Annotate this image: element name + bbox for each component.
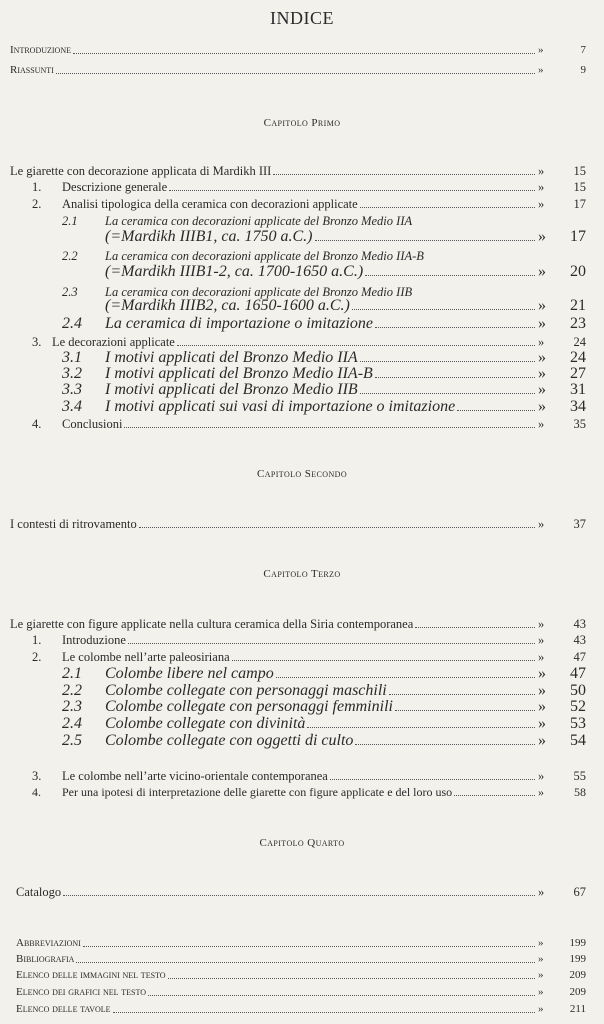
entry-number: 2.2 bbox=[62, 249, 78, 263]
leader-dots bbox=[168, 978, 535, 979]
raquo-mark: » bbox=[538, 715, 546, 732]
entry-number: 4. bbox=[32, 785, 41, 799]
raquo-mark: » bbox=[538, 953, 544, 965]
leader-dots bbox=[128, 643, 535, 644]
toc-entry[interactable] bbox=[105, 298, 586, 314]
toc-chapter-main[interactable] bbox=[16, 884, 586, 900]
entry-text: Riassunti bbox=[10, 64, 54, 76]
chapter-heading: Capitolo Quarto bbox=[259, 837, 345, 849]
page-number: 27 bbox=[570, 365, 586, 382]
leader-dots bbox=[56, 73, 535, 74]
toc-entry[interactable] bbox=[62, 366, 586, 382]
toc-entry[interactable] bbox=[62, 699, 586, 715]
chapter-heading: Capitolo Secondo bbox=[256, 468, 347, 480]
toc-entry[interactable] bbox=[105, 229, 586, 245]
entry-number: 2.4 bbox=[62, 315, 82, 332]
entry-text: (=Mardikh IIIB2, ca. 1650-1600 a.C.) bbox=[105, 298, 350, 314]
toc-entry[interactable] bbox=[32, 768, 586, 784]
entry-number: 2.1 bbox=[62, 665, 82, 682]
raquo-mark: » bbox=[538, 398, 546, 415]
toc-entry[interactable] bbox=[32, 632, 586, 648]
toc-entry-elenco-tavole[interactable] bbox=[16, 1001, 586, 1017]
raquo-mark: » bbox=[538, 885, 545, 899]
leader-dots bbox=[360, 207, 535, 208]
entry-text: Bibliografia bbox=[16, 953, 75, 965]
raquo-mark: » bbox=[538, 682, 546, 699]
leader-dots bbox=[375, 327, 535, 328]
entry-text: Elenco delle tavole bbox=[16, 1003, 111, 1015]
entry-number: 3.4 bbox=[62, 398, 82, 415]
page-number: 17 bbox=[573, 197, 586, 211]
toc-entry[interactable] bbox=[32, 334, 586, 350]
leader-dots bbox=[375, 377, 535, 378]
page-number: 199 bbox=[569, 953, 586, 965]
leader-dots bbox=[454, 795, 535, 796]
toc-entry[interactable] bbox=[62, 733, 586, 749]
toc-entry[interactable] bbox=[62, 683, 586, 699]
page-number: 209 bbox=[569, 969, 586, 981]
leader-dots bbox=[395, 710, 535, 711]
leader-dots bbox=[457, 410, 535, 411]
leader-dots bbox=[315, 240, 536, 241]
raquo-mark: » bbox=[538, 650, 545, 664]
entry-number: 1. bbox=[32, 180, 42, 194]
raquo-mark: » bbox=[538, 381, 546, 398]
page-number: 17 bbox=[570, 228, 586, 245]
leader-dots bbox=[63, 895, 535, 896]
leader-dots bbox=[365, 275, 535, 276]
raquo-mark: » bbox=[538, 769, 545, 783]
toc-chapter-main[interactable] bbox=[10, 163, 586, 179]
entry-text: Elenco delle immagini nel testo bbox=[16, 969, 166, 981]
leader-dots bbox=[139, 527, 535, 528]
toc-chapter-main[interactable] bbox=[10, 616, 586, 632]
entry-text: (=Mardikh IIIB1-2, ca. 1700-1650 a.C.) bbox=[105, 264, 364, 280]
leader-dots bbox=[169, 190, 535, 191]
entry-text: I motivi applicati del Bronzo Medio IIA bbox=[105, 350, 358, 366]
entry-text: Abbreviazioni bbox=[16, 937, 81, 949]
page-number: 24 bbox=[570, 349, 586, 366]
leader-dots bbox=[389, 694, 535, 695]
raquo-mark: » bbox=[538, 44, 544, 56]
page-number: 58 bbox=[574, 785, 586, 799]
raquo-mark: » bbox=[538, 349, 546, 366]
page-number: 24 bbox=[573, 335, 586, 349]
raquo-mark: » bbox=[538, 633, 545, 647]
raquo-mark: » bbox=[538, 197, 545, 211]
toc-entry[interactable] bbox=[32, 179, 586, 195]
entry-text: Catalogo bbox=[16, 885, 62, 899]
leader-dots bbox=[273, 174, 535, 175]
leader-dots bbox=[148, 995, 535, 996]
page-number: 47 bbox=[573, 650, 586, 664]
page-number: 15 bbox=[573, 180, 586, 194]
leader-dots bbox=[83, 946, 535, 947]
toc-entry[interactable] bbox=[105, 264, 586, 280]
toc-entry-riassunti[interactable] bbox=[10, 62, 586, 78]
toc-entry[interactable] bbox=[62, 666, 586, 682]
entry-number: 2.3 bbox=[62, 698, 82, 715]
leader-dots bbox=[360, 393, 535, 394]
leader-dots bbox=[73, 53, 535, 54]
entry-number: 2.4 bbox=[62, 715, 82, 732]
entry-number: 3.2 bbox=[62, 365, 82, 382]
raquo-mark: » bbox=[538, 263, 546, 280]
toc-entry[interactable] bbox=[32, 649, 586, 665]
leader-dots bbox=[415, 627, 535, 628]
page-number: 21 bbox=[570, 297, 586, 314]
toc-entry-elenco-grafici[interactable] bbox=[16, 984, 586, 1000]
toc-entry-abbreviazioni[interactable] bbox=[16, 935, 586, 951]
entry-number: 3.1 bbox=[62, 349, 82, 366]
page-number: 7 bbox=[580, 44, 586, 56]
toc-entry[interactable] bbox=[62, 382, 586, 398]
entry-text: La ceramica con decorazioni applicate del Bronzo Medio IIB bbox=[105, 285, 413, 299]
entry-text: Le giarette con figure applicate nella cultura ceramica della Siria contemporanea bbox=[10, 617, 414, 631]
raquo-mark: » bbox=[538, 665, 546, 682]
raquo-mark: » bbox=[538, 297, 546, 314]
page-title: INDICE bbox=[270, 8, 334, 28]
entry-text: Colombe collegate con personaggi maschili bbox=[105, 683, 387, 699]
entry-number: 2. bbox=[32, 197, 42, 211]
toc-entry-bibliografia[interactable] bbox=[16, 951, 586, 967]
raquo-mark: » bbox=[538, 969, 544, 981]
raquo-mark: » bbox=[538, 732, 546, 749]
entry-text: Elenco dei grafici nel testo bbox=[16, 986, 147, 998]
entry-text: Per una ipotesi di interpretazione delle giarette con figure applicate e del loro uso bbox=[62, 785, 453, 799]
toc-entry-elenco-immagini[interactable] bbox=[16, 967, 586, 983]
entry-text: (=Mardikh IIIB1, ca. 1750 a.C.) bbox=[105, 229, 313, 245]
page-number: 15 bbox=[573, 164, 586, 178]
leader-dots bbox=[352, 309, 535, 310]
entry-text: Introduzione bbox=[62, 633, 126, 647]
entry-text: Colombe libere nel campo bbox=[105, 666, 274, 682]
toc-entry[interactable] bbox=[32, 416, 586, 432]
entry-text: Colombe collegate con divinità bbox=[105, 716, 306, 732]
raquo-mark: » bbox=[538, 517, 545, 531]
page-number: 37 bbox=[573, 517, 586, 531]
page-number: 55 bbox=[573, 769, 586, 783]
entry-text: Le colombe nell’arte vicino-orientale contemporanea bbox=[62, 769, 328, 783]
entry-text: Colombe collegate con personaggi femminili bbox=[105, 699, 393, 715]
entry-number: 4. bbox=[32, 417, 42, 431]
entry-text: La ceramica di importazione o imitazione bbox=[105, 316, 373, 332]
page-number: 23 bbox=[570, 315, 586, 332]
leader-dots bbox=[355, 744, 535, 745]
raquo-mark: » bbox=[538, 315, 546, 332]
raquo-mark: » bbox=[538, 617, 545, 631]
entry-text: Conclusioni bbox=[62, 417, 123, 431]
page-number: 47 bbox=[570, 665, 586, 682]
page-number: 20 bbox=[570, 263, 586, 280]
raquo-mark: » bbox=[538, 986, 544, 998]
toc-entry[interactable] bbox=[62, 716, 586, 732]
raquo-mark: » bbox=[538, 228, 546, 245]
page-number: 52 bbox=[570, 698, 586, 715]
raquo-mark: » bbox=[538, 937, 544, 949]
entry-text: La ceramica con decorazioni applicate del Bronzo Medio IIA-B bbox=[105, 249, 424, 263]
chapter-heading: Capitolo Terzo bbox=[263, 568, 341, 580]
page-number: 67 bbox=[573, 885, 586, 899]
entry-text: La ceramica con decorazioni applicate del Bronzo Medio IIA bbox=[105, 214, 413, 228]
raquo-mark: » bbox=[538, 785, 544, 799]
leader-dots bbox=[76, 962, 535, 963]
raquo-mark: » bbox=[538, 1003, 544, 1015]
entry-text: I motivi applicati del Bronzo Medio IIB bbox=[105, 382, 358, 398]
raquo-mark: » bbox=[538, 365, 546, 382]
toc-entry[interactable] bbox=[32, 196, 586, 212]
page-number: 9 bbox=[580, 64, 586, 76]
entry-text: I motivi applicati sui vasi di importazione o imitazione bbox=[105, 399, 456, 415]
entry-text: I motivi applicati del Bronzo Medio IIA-B bbox=[105, 366, 373, 382]
entry-number: 2.5 bbox=[62, 732, 82, 749]
leader-dots bbox=[232, 660, 535, 661]
entry-number: 2.3 bbox=[62, 285, 78, 299]
entry-number: 2.1 bbox=[62, 214, 78, 228]
raquo-mark: » bbox=[538, 335, 545, 349]
page-number: 53 bbox=[570, 715, 586, 732]
entry-text: I contesti di ritrovamento bbox=[10, 517, 137, 531]
leader-dots bbox=[330, 779, 535, 780]
entry-number: 3. bbox=[32, 769, 42, 783]
entry-number: 2. bbox=[32, 650, 42, 664]
toc-entry[interactable] bbox=[62, 316, 586, 332]
entry-number: 2.2 bbox=[62, 682, 82, 699]
entry-text: Colombe collegate con oggetti di culto bbox=[105, 733, 354, 749]
raquo-mark: » bbox=[538, 180, 545, 194]
page-number: 199 bbox=[569, 937, 586, 949]
entry-number: 3.3 bbox=[62, 381, 82, 398]
entry-text: Le decorazioni applicate bbox=[52, 335, 175, 349]
page-number: 50 bbox=[570, 682, 586, 699]
entry-text: Analisi tipologica della ceramica con decorazioni applicate bbox=[62, 197, 358, 211]
page-number: 31 bbox=[570, 381, 586, 398]
entry-number: 1. bbox=[32, 633, 42, 647]
raquo-mark: » bbox=[538, 698, 546, 715]
page-number: 34 bbox=[570, 398, 586, 415]
toc-entry[interactable] bbox=[62, 399, 586, 415]
toc-entry[interactable] bbox=[62, 350, 586, 366]
chapter-heading: Capitolo Primo bbox=[263, 117, 341, 129]
entry-text: Introduzione bbox=[10, 44, 71, 56]
leader-dots bbox=[307, 727, 535, 728]
page-number: 211 bbox=[569, 1003, 586, 1015]
raquo-mark: » bbox=[538, 417, 545, 431]
leader-dots bbox=[177, 345, 535, 346]
entry-text: Le giarette con decorazione applicata di Mardikh III bbox=[10, 164, 272, 178]
page-number: 209 bbox=[569, 986, 586, 998]
leader-dots bbox=[124, 427, 535, 428]
leader-dots bbox=[113, 1012, 535, 1013]
leader-dots bbox=[276, 677, 535, 678]
toc-entry[interactable] bbox=[32, 784, 586, 800]
page-number: 43 bbox=[573, 617, 586, 631]
entry-text: Le colombe nell’arte paleosiriana bbox=[62, 650, 230, 664]
page-number: 54 bbox=[570, 732, 586, 749]
toc-entry-introduzione[interactable] bbox=[10, 42, 586, 58]
leader-dots bbox=[360, 361, 535, 362]
entry-text: Descrizione generale bbox=[62, 180, 168, 194]
raquo-mark: » bbox=[538, 164, 545, 178]
entry-number: 3. bbox=[32, 335, 42, 349]
page-number: 43 bbox=[573, 633, 586, 647]
toc-chapter-main[interactable] bbox=[10, 516, 586, 532]
raquo-mark: » bbox=[538, 64, 544, 76]
page-number: 35 bbox=[573, 417, 586, 431]
